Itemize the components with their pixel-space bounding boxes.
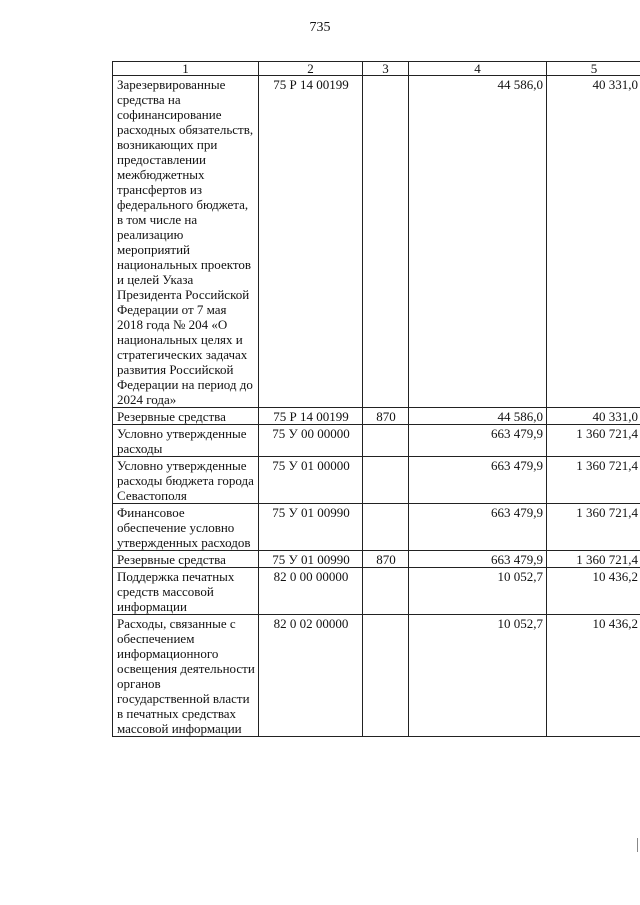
row-name-cell: Расходы, связанные с обеспечением информационного освещения деятельности органов государственной власти в печатных средствах массовой информации <box>113 615 259 737</box>
row-value-col4: 10 052,7 <box>409 568 547 615</box>
row-kind-cell <box>363 425 409 457</box>
row-name-cell: Зарезервированные средства на софинансирование расходных обязательств, возникающих при предоставлении межбюджетных трансфертов из федерального бюджета, в том числе на реализацию мероприятий национальных проектов и целей Указа Президента Российской Федерации от 7 мая 2018 года № 204 «О национальных целях и стратегических задачах развития Российской Федерации на период до 2024 года» <box>113 76 259 408</box>
row-value-col5: 10 436,2 <box>547 568 640 615</box>
column-header: 3 <box>363 62 409 76</box>
column-header: 5 <box>547 62 640 76</box>
row-name-cell: Условно утвержденные расходы <box>113 425 259 457</box>
row-value-col5: 10 436,2 <box>547 615 640 737</box>
table-row <box>113 457 640 504</box>
row-value-col4: 44 586,0 <box>409 408 547 425</box>
budget-table <box>112 61 640 737</box>
table-row <box>113 504 640 551</box>
row-code-cell: 75 У 00 00000 <box>259 425 363 457</box>
row-name-cell: Резервные средства <box>113 551 259 568</box>
row-value-col5: 1 360 721,4 <box>547 457 640 504</box>
table-row <box>113 76 640 408</box>
row-kind-cell: 870 <box>363 551 409 568</box>
column-header: 4 <box>409 62 547 76</box>
row-kind-cell <box>363 76 409 408</box>
table-row <box>113 425 640 457</box>
row-code-cell: 75 У 01 00000 <box>259 457 363 504</box>
row-value-col5: 1 360 721,4 <box>547 504 640 551</box>
row-value-col4: 663 479,9 <box>409 551 547 568</box>
row-value-col4: 44 586,0 <box>409 76 547 408</box>
table-row <box>113 551 640 568</box>
row-code-cell: 75 Р 14 00199 <box>259 408 363 425</box>
row-kind-cell <box>363 504 409 551</box>
row-name-cell: Резервные средства <box>113 408 259 425</box>
row-kind-cell <box>363 568 409 615</box>
row-value-col4: 663 479,9 <box>409 457 547 504</box>
table-header-row <box>113 62 640 76</box>
row-code-cell: 75 У 01 00990 <box>259 504 363 551</box>
table-row <box>113 408 640 425</box>
row-value-col5: 40 331,0 <box>547 76 640 408</box>
row-kind-cell <box>363 457 409 504</box>
row-kind-cell: 870 <box>363 408 409 425</box>
row-value-col4: 663 479,9 <box>409 425 547 457</box>
row-value-col5: 1 360 721,4 <box>547 425 640 457</box>
column-header: 1 <box>113 62 259 76</box>
row-value-col5: 40 331,0 <box>547 408 640 425</box>
row-code-cell: 75 Р 14 00199 <box>259 76 363 408</box>
row-name-cell: Финансовое обеспечение условно утвержденных расходов <box>113 504 259 551</box>
row-value-col4: 663 479,9 <box>409 504 547 551</box>
table-row <box>113 568 640 615</box>
row-code-cell: 82 0 00 00000 <box>259 568 363 615</box>
row-code-cell: 75 У 01 00990 <box>259 551 363 568</box>
row-name-cell: Поддержка печатных средств массовой информации <box>113 568 259 615</box>
row-kind-cell <box>363 615 409 737</box>
row-name-cell: Условно утвержденные расходы бюджета города Севастополя <box>113 457 259 504</box>
column-header: 2 <box>259 62 363 76</box>
row-value-col4: 10 052,7 <box>409 615 547 737</box>
table-row <box>113 615 640 737</box>
row-value-col5: 1 360 721,4 <box>547 551 640 568</box>
scan-edge-mark <box>637 838 638 852</box>
page-number: 735 <box>309 20 331 35</box>
row-code-cell: 82 0 02 00000 <box>259 615 363 737</box>
